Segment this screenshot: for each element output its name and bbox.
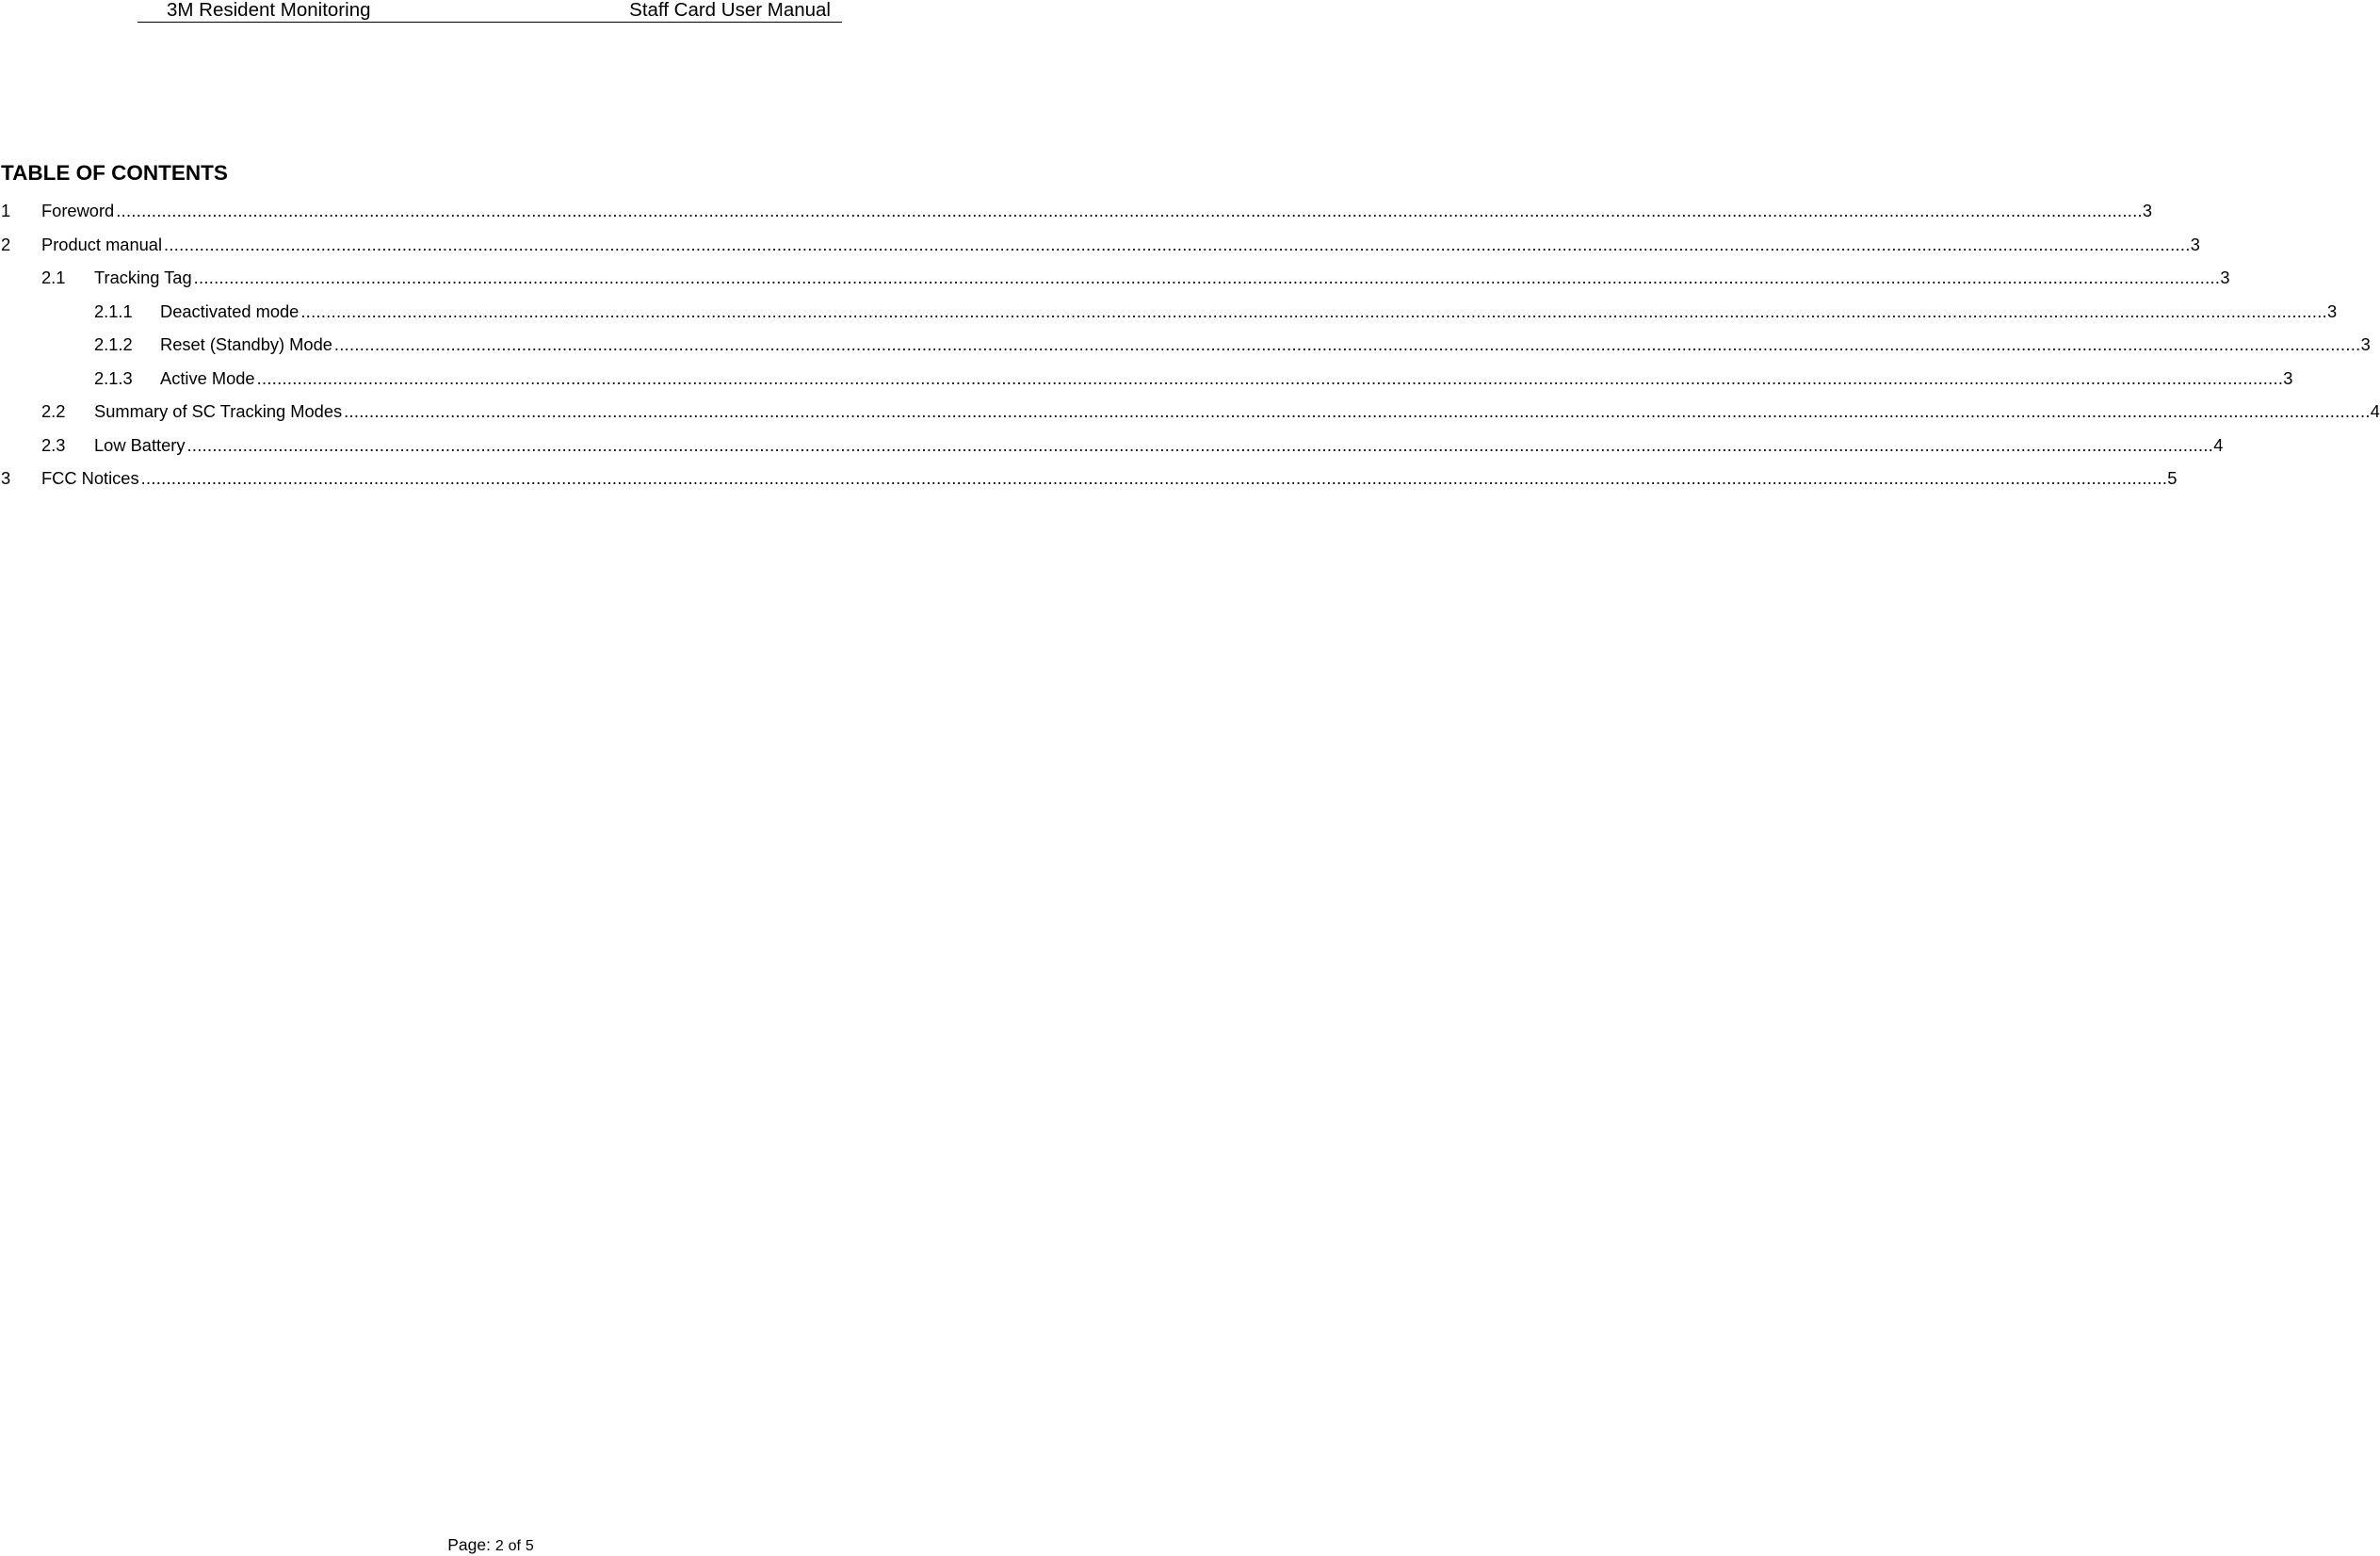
toc-entry-number: 3 [1, 468, 11, 488]
toc-entry[interactable] [0, 232, 2200, 266]
toc-entry-number: 2.1.3 [94, 367, 133, 388]
toc-entry[interactable] [0, 198, 2153, 232]
toc-entry-page: 4 [2370, 401, 2380, 421]
toc-entry-page: 4 [2213, 434, 2224, 455]
toc-entry-page: 5 [2167, 468, 2178, 488]
toc-entry-title: FCC Notices [41, 468, 139, 488]
toc-entry-title: Active Mode [160, 367, 255, 388]
toc-entry-page: 3 [2327, 300, 2338, 321]
toc-dot-leader: ................................................................................................................................................................................................................................................................................................................................................................................................................ [164, 234, 2191, 254]
page-footer [0, 1535, 981, 1556]
toc-dot-leader: ................................................................................................................................................................................................................................................................................................................................................................................................................ [116, 201, 2143, 220]
toc-dot-leader: ................................................................................................................................................................................................................................................................................................................................................................................................................ [186, 434, 2214, 455]
toc-heading: TABLE OF CONTENTS [1, 161, 228, 185]
toc-entry-number: 2 [1, 234, 11, 254]
toc-entry[interactable] [0, 299, 2338, 332]
page-header [138, 0, 842, 23]
toc-entry[interactable] [0, 265, 2230, 299]
header-title-left: 3M Resident Monitoring [167, 0, 371, 21]
toc-entry-title: Product manual [41, 234, 163, 254]
footer-page-current: 2 [494, 1538, 504, 1554]
toc-entry-page: 3 [2190, 234, 2200, 254]
toc-entry[interactable] [0, 432, 2224, 466]
toc-dot-leader: ................................................................................................................................................................................................................................................................................................................................................................................................................ [193, 267, 2221, 287]
toc-entry-number: 2.3 [41, 434, 66, 455]
footer-page-label: Page: [447, 1535, 491, 1554]
toc-dot-leader: ................................................................................................................................................................................................................................................................................................................................................................................................................ [300, 300, 2328, 321]
toc-entry-title: Deactivated mode [160, 300, 300, 321]
footer-page-of: of [508, 1538, 521, 1554]
toc-dot-leader: ................................................................................................................................................................................................................................................................................................................................................................................................................ [344, 401, 2371, 421]
toc-entry-number: 2.1.2 [94, 334, 133, 354]
toc-dot-leader: ................................................................................................................................................................................................................................................................................................................................................................................................................ [140, 468, 2168, 488]
toc-entry-page: 3 [2142, 201, 2153, 220]
toc-entry-title: Reset (Standby) Mode [160, 334, 332, 354]
toc-entry-page: 3 [2283, 367, 2293, 388]
toc-entry-page: 3 [2220, 267, 2230, 287]
toc-entry-number: 2.1 [41, 267, 66, 287]
toc-entry[interactable] [0, 332, 2371, 365]
toc-entry-title: Low Battery [94, 434, 186, 455]
footer-page-total: 5 [525, 1538, 534, 1554]
toc-entry-number: 2.1.1 [94, 300, 133, 321]
toc-entry-title: Tracking Tag [94, 267, 192, 287]
toc-entry[interactable] [0, 398, 2380, 432]
toc-entry-page: 3 [2360, 334, 2371, 354]
toc-entry[interactable] [0, 465, 2178, 499]
toc-entry-title: Summary of SC Tracking Modes [94, 401, 343, 421]
toc-entry-number: 2.2 [41, 401, 66, 421]
toc-entry[interactable] [0, 365, 2293, 399]
toc-dot-leader: ................................................................................................................................................................................................................................................................................................................................................................................................................ [333, 334, 2361, 354]
toc-entry-title: Foreword [41, 201, 115, 220]
header-title-right: Staff Card User Manual [629, 0, 831, 21]
toc-dot-leader: ................................................................................................................................................................................................................................................................................................................................................................................................................ [256, 367, 2284, 388]
toc-entry-number: 1 [1, 201, 11, 220]
